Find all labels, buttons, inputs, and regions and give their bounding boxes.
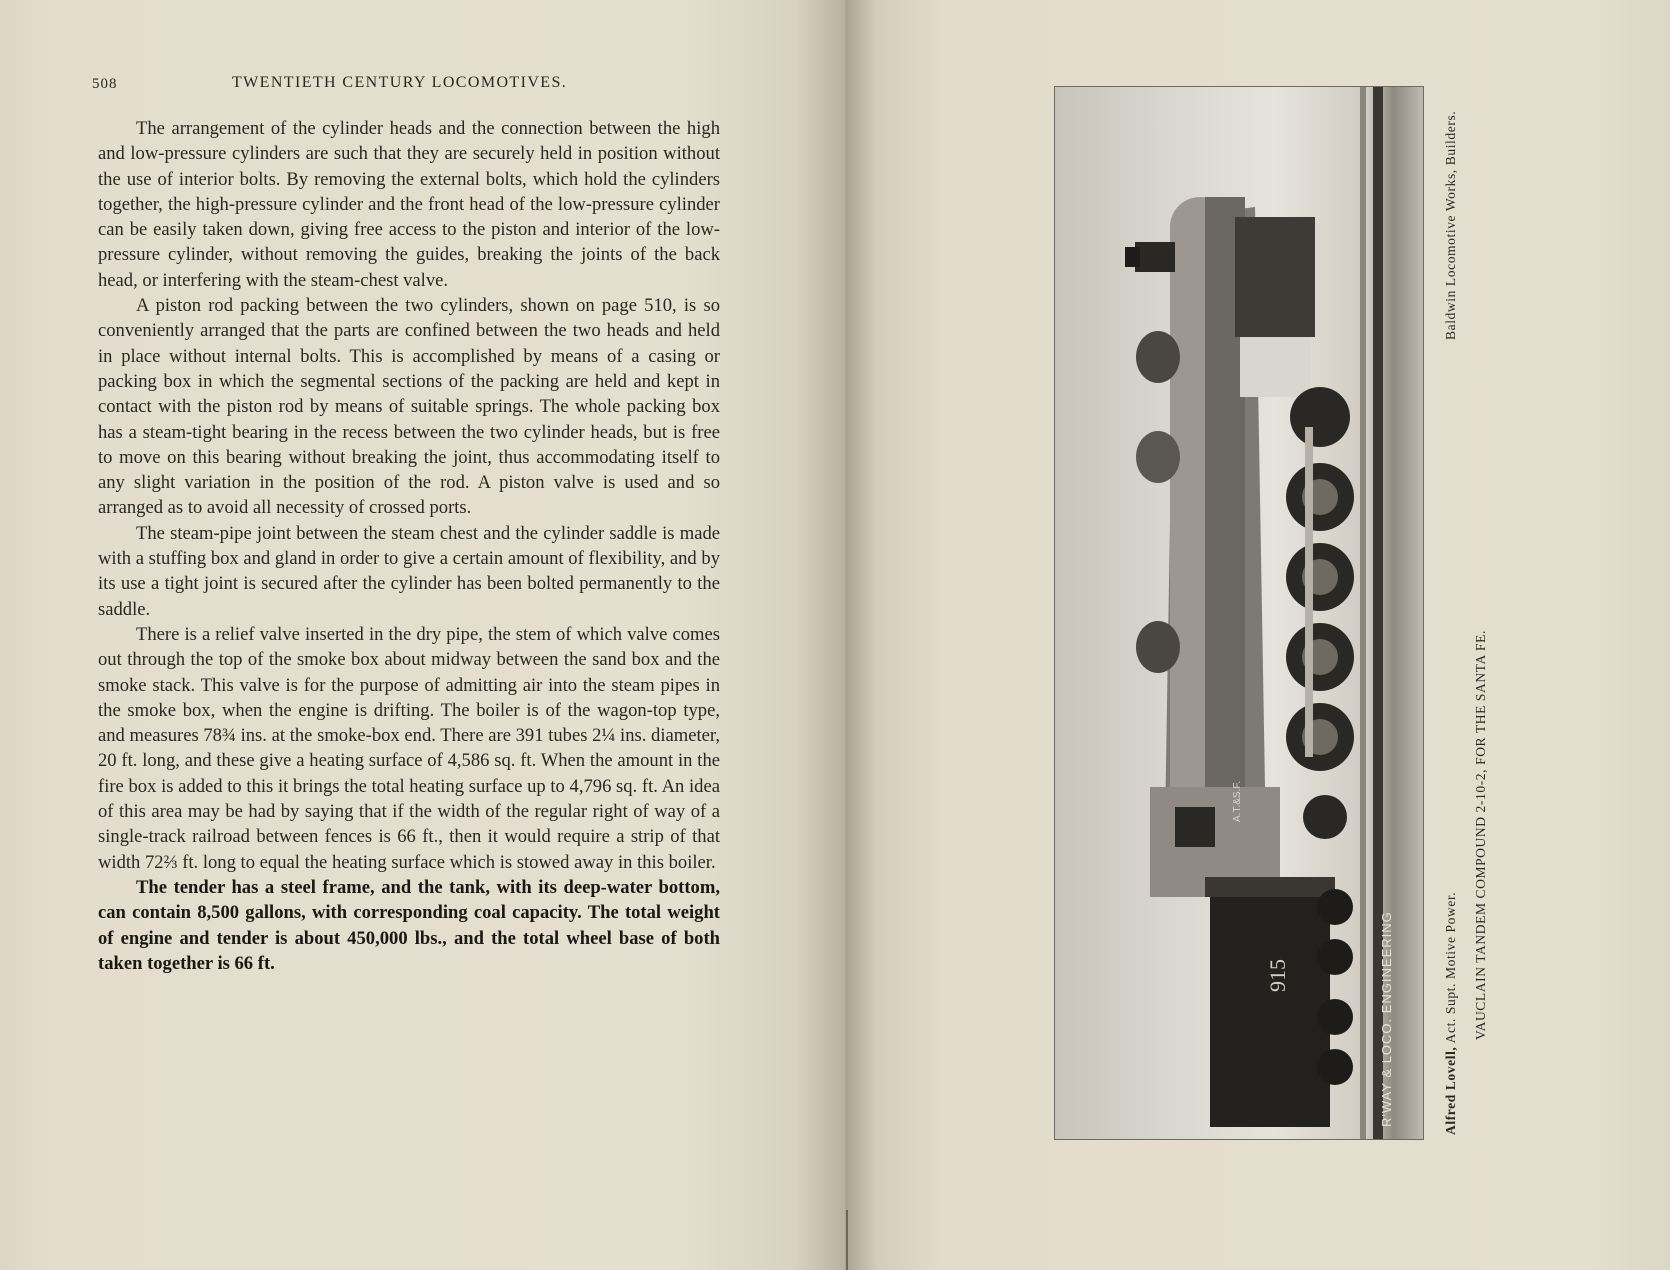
watermark-text: R'WAY & LOCO. ENGINEERING — [1379, 911, 1394, 1127]
locomotive-photo-plate — [1054, 86, 1424, 1140]
cab-lettering: A.T.&S.F. — [1232, 780, 1243, 822]
caption-builder: Baldwin Locomotive Works, Builders. — [1443, 110, 1458, 340]
paragraph-cylinder-heads: The arrangement of the cylinder heads and the connection between the high and low-pressure cylinders are such that they are securely held in position without the use of interior bolts. By removing the external bolts, which hold the cylinders together, the high-pressure cylinder and the front head of the low-pressure cylinder can be easily taken down, giving free access to the piston and interior of the low-pressure cylinder, without removing the guides, breaking the joints of the back head, or interfering with the steam-chest valve. — [98, 118, 720, 291]
paragraph-tender: The tender has a steel frame, and the tank, with its deep-water bottom, can contain 8,500 gallons, with corresponding coal capacity. The total weight of engine and tender is about 450,000 lbs., and the total wheel base of both taken together is 66 ft. — [98, 876, 720, 974]
paragraph-piston-rod-packing: A piston rod packing between the two cylinders, shown on page 510, is so conveniently arranged that the parts are confined between the two heads and held in place without internal bolts. This is accomplished by means of a casing or packing box in which the segmental sections of the packing are held and kept in contact with the piston rod by means of suitable springs. The whole packing box has a steam-tight bearing in the recess between the two cylinder heads, but is free to move on this bearing without breaking the joint, thus accommodating itself to any slight variation in the position of the rod. A piston valve is used and so arranged as to avoid all necessity of crossed ports. — [98, 295, 720, 519]
locomotive-illustration — [1055, 87, 1423, 1139]
running-title: TWENTIETH CENTURY LOCOMOTIVES. — [232, 74, 568, 91]
caption-title: VAUCLAIN TANDEM COMPOUND 2-10-2, FOR THE SANTA FE. — [1473, 630, 1488, 1040]
spine-shadow — [846, 1210, 848, 1270]
caption-credit-role: Act. Supt. Motive Power. — [1443, 891, 1458, 1047]
paragraph-relief-valve-boiler: There is a relief valve inserted in the dry pipe, the stem of which valve comes out through the top of the smoke box about midway between the sand box and the smoke stack. This valve is for the purpose of admitting air into the steam pipes in the smoke box, when the engine is drifting. The boiler is of the wagon-top type, and measures 78¾ ins. at the smoke-box end. There are 391 tubes 2¼ ins. diameter, 20 ft. long, and these give a heating surface of 4,586 sq. ft. When the amount in the fire box is added to this it brings the total heating surface up to 4,796 sq. ft. An idea of this area may be had by saying that if the width of the regular right of way of a single-track railroad between fences is 66 ft., then it would require a strip of that width 72⅔ ft. long to equal the heating surface which is stowed away in this boiler. — [98, 623, 720, 873]
tender-number: 915 — [1265, 959, 1290, 992]
paragraph-steam-pipe-joint: The steam-pipe joint between the steam chest and the cylinder saddle is made with a stuffing box and gland in order to give a certain amount of flexibility, and by its use a tight joint is secured after the cylinder has been bolted permanently to the saddle. — [98, 522, 720, 620]
caption-credit — [1443, 892, 1459, 1135]
page-header — [92, 72, 702, 96]
caption-credit-name: Alfred Lovell, — [1443, 1046, 1458, 1135]
page-number: 508 — [92, 76, 118, 92]
body-text — [98, 116, 720, 976]
